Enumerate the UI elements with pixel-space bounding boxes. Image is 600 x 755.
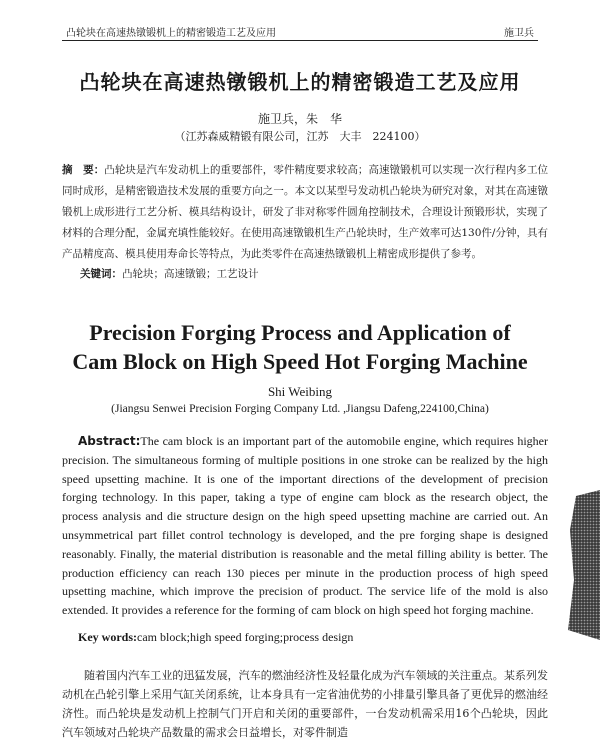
english-author: Shi Weibing (267, 384, 333, 399)
english-affiliation: (Jiangsu Senwei Precision Forging Company Ltd. ,Jiangsu Dafeng,224100,China) (111, 403, 489, 415)
running-header-title: 凸轮块在高速热镦锻机上的精密锻造工艺及应用 (66, 28, 276, 39)
chinese-abstract (62, 160, 548, 265)
english-abstract-text: The cam block is an important part of the automobile engine, which requires higher precision. The simultaneous forming of multiple positions in one stroke can be realized by the high speed upsetting machine. It is one of the important directions of the development of precision forging technology. In this paper, taking a type of engine cam block as the research object, the process analysis and die structure design on the high speed upsetting machine are carried out. An unsymmetrical part fillet control technology is developed, and the pre forging shape is designed reasonably. Finally, the material distribution is reasonable and the metal filling ability is better. The production efficiency can reach 130 pieces per minute in the production process of high speed upsetting machine, which improve the precision of product. The service life of the mold is also extended. It provides a reference for the forming of cam block on high speed hot forging machine. (62, 434, 548, 618)
chinese-abstract-text: 凸轮块是汽车发动机上的重要部件，零件精度要求较高；高速镦锻机可以实现一次行程内多工位同时成形，是精密锻造技术发展的重要方向之一。本文以某型号发动机凸轮块为研究对象，对其在高速镦锻机上成形进行工艺分析、模具结构设计，研发了非对称零件圆角控制技术，合理设计预锻形状，实现了材料的合理分配，金属充填性能较好。在使用高速镦锻机生产凸轮块时，生产效率可达130件/分钟，具有产品精度高、模具使用寿命长等特点，为此类零件在高速热镦锻机上精密成形提供了参考。 (62, 164, 549, 260)
chinese-authors: 施卫兵，朱 华 (257, 112, 342, 126)
chinese-affiliation: （江苏森威精锻有限公司，江苏 大丰 224100） (174, 130, 426, 143)
english-title-line-1: Precision Forging Process and Application of (89, 320, 511, 345)
english-keywords-label: Key words: (78, 630, 137, 644)
english-title-line-2: Cam Block on High Speed Hot Forging Machine (72, 349, 528, 374)
body-paragraph: 随着国内汽车工业的迅猛发展，汽车的燃油经济性及轻量化成为汽车领域的关注重点。某系列发动机在凸轮引擎上采用气缸关闭系统，让本身具有一定省油优势的小排量引擎具备了更优异的燃油经济性。而凸轮块是发动机上控制气门开启和关闭的重要部件，一台发动机需采用16个凸轮块，因此汽车领域对凸轮块产品数量的需求会日益增长，对零件制造 (62, 669, 548, 739)
english-title (0, 318, 600, 376)
chinese-keywords-label: 关键词： (80, 268, 122, 280)
english-abstract (62, 432, 548, 620)
scan-edge-mark (568, 490, 600, 640)
chinese-keywords-text: 凸轮块；高速镦锻；工艺设计 (122, 268, 259, 280)
chinese-title: 凸轮块在高速热镦锻机上的精密锻造工艺及应用 (79, 70, 521, 94)
chinese-keywords (80, 266, 259, 281)
english-keywords (78, 630, 353, 645)
running-header (62, 20, 538, 41)
english-keywords-text: cam block;high speed forging;process design (137, 630, 354, 644)
running-header-author: 施卫兵 (504, 28, 534, 39)
english-abstract-label: Abstract: (78, 434, 141, 448)
chinese-abstract-label: 摘 要： (62, 164, 105, 176)
